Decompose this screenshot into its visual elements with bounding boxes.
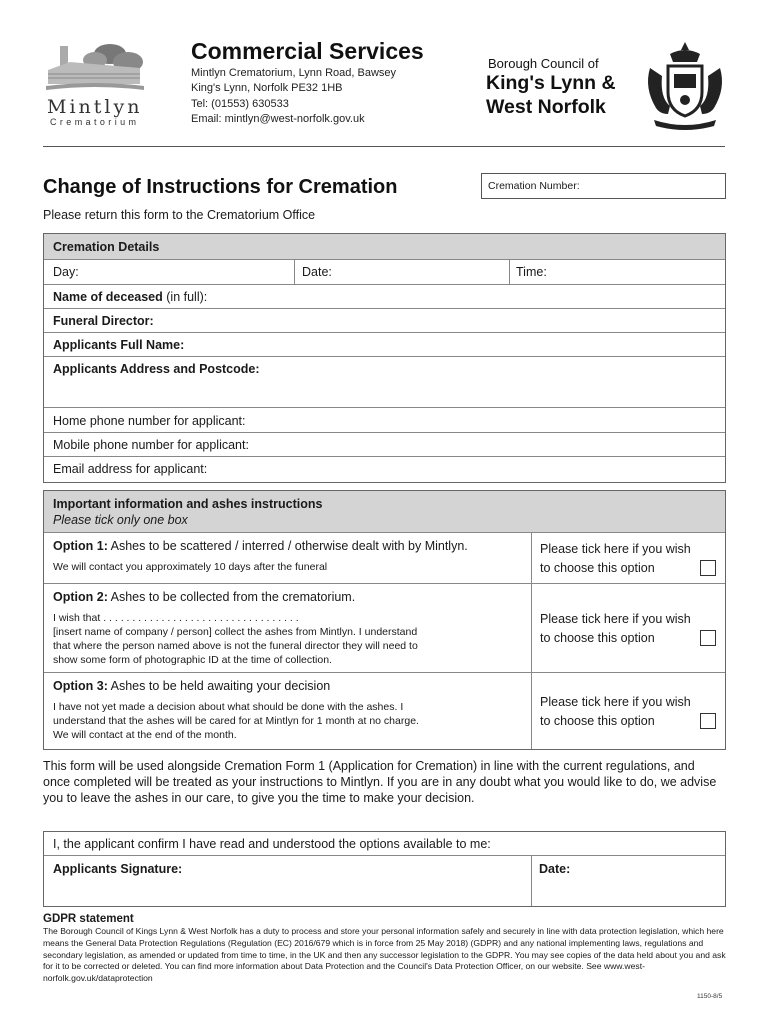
option-3-checkbox[interactable] (700, 713, 716, 729)
deceased-label-suffix: (in full): (162, 290, 208, 304)
signature-row (44, 856, 725, 906)
council-name-line-2: West Norfolk (486, 96, 606, 118)
deceased-label-group (53, 290, 207, 304)
applicant-name-label: Applicants Full Name: (53, 338, 185, 352)
date-field[interactable] (295, 260, 509, 284)
mobile-phone-field[interactable] (44, 433, 725, 457)
ashes-instructions-table (43, 490, 726, 750)
home-phone-label: Home phone number for applicant: (53, 414, 246, 428)
gdpr-body: The Borough Council of Kings Lynn & West Norfolk has a duty to process and store your personal information safely and securely in line with data protection legislation, which here means the General Data Protection Regulations (Regulation (EC) 2016/679 which is in force from 25 May 2018) (GDPR) and any national implementing laws, regulations and secondary legislation, as amended or updated from time to time, in the UK and then any successor legislation to the GDPR. You may see copies of the data held about you and ask for it to be corrected or deleted. You can find more information about Data Protection and the Council's Data Protection Officer, on our website. See www.west-norfolk.gov.uk/dataprotection (43, 926, 726, 984)
usage-paragraph: This form will be used alongside Cremation Form 1 (Application for Cremation) in line with the current regulations, and once completed will be treated as your instructions to Mintlyn. If you are in any doubt what you would like to do, we advise you to leave the ashes in our care, to give you the time to make your decision. (43, 759, 717, 805)
column-divider (531, 533, 532, 583)
option-3-title-group (53, 679, 330, 693)
details-heading: Cremation Details (53, 240, 160, 254)
day-label: Day: (53, 265, 79, 279)
council-prefix: Borough Council of (488, 56, 599, 71)
time-label: Time: (516, 265, 547, 279)
option-1-label: Option 1: (53, 539, 108, 553)
return-instruction: Please return this form to the Crematorium Office (43, 208, 316, 222)
cremation-details-table (43, 233, 726, 483)
option-1-tick-line-1: Please tick here if you wish (540, 542, 691, 556)
details-header-row (44, 234, 725, 260)
logo-word: Mintlyn (47, 96, 143, 118)
option-1-title-group (53, 539, 468, 553)
signature-date-label: Date: (539, 862, 571, 876)
telephone: Tel: (01553) 630533 (191, 98, 289, 110)
logo-subtitle: Crematorium (50, 117, 140, 127)
option-3-body-line-3: We will contact at the end of the month. (53, 729, 237, 741)
option-1-row (44, 533, 725, 584)
council-name-line-1: King's Lynn & (486, 72, 616, 94)
signature-field[interactable] (44, 856, 531, 906)
option-2-label: Option 2: (53, 590, 108, 604)
home-phone-field[interactable] (44, 408, 725, 433)
signature-date-field[interactable] (532, 856, 725, 906)
option-2-tick-line-1: Please tick here if you wish (540, 612, 691, 626)
option-2-body-line-1: I wish that . . . . . . . . . . . . . . . . . . . . . . . . . . . . . . . . . . (53, 612, 299, 624)
applicant-address-field[interactable] (44, 357, 725, 408)
applicant-name-field[interactable] (44, 333, 725, 357)
confirmation-statement-row (44, 832, 725, 856)
form-code: 1150-8/5 (697, 993, 723, 1000)
option-2-body-line-2: [insert name of company / person] collect the ashes from Mintlyn. I understand (53, 626, 418, 638)
council-crest-icon (640, 38, 730, 130)
date-label: Date: (302, 265, 332, 279)
confirmation-table (43, 831, 726, 907)
option-2-body-line-4: show some form of photographic ID at the time of collection. (53, 654, 332, 666)
cremation-number-label: Cremation Number: (488, 180, 580, 192)
option-3-title: Ashes to be held awaiting your decision (107, 679, 331, 693)
column-divider (531, 673, 532, 749)
ashes-header-row (44, 491, 725, 533)
option-3-row (44, 673, 725, 749)
column-divider (531, 584, 532, 672)
day-date-time-row (44, 260, 725, 285)
option-3-body-line-2: understand that the ashes will be cared for at Mintlyn for 1 month at no charge. (53, 715, 419, 727)
option-3-body-line-1: I have not yet made a decision about what should be done with the ashes. I (53, 701, 404, 713)
form-title: Change of Instructions for Cremation (43, 176, 398, 198)
deceased-name-field[interactable] (44, 285, 725, 309)
option-3-label: Option 3: (53, 679, 108, 693)
option-1-tick-line-2: to choose this option (540, 561, 655, 575)
option-2-tick-line-2: to choose this option (540, 631, 655, 645)
address-line-1: Mintlyn Crematorium, Lynn Road, Bawsey (191, 67, 397, 79)
option-1-title: Ashes to be scattered / interred / otherwise dealt with by Mintlyn. (107, 539, 468, 553)
confirmation-statement: I, the applicant confirm I have read and understood the options available to me: (53, 837, 491, 851)
option-2-title-group (53, 590, 355, 604)
cremation-number-field[interactable] (481, 173, 726, 199)
header-divider (43, 146, 725, 147)
day-field[interactable] (44, 260, 294, 284)
funeral-director-label: Funeral Director: (53, 314, 154, 328)
time-field[interactable] (510, 260, 725, 284)
funeral-director-field[interactable] (44, 309, 725, 333)
header-title: Commercial Services (191, 38, 424, 64)
option-2-row (44, 584, 725, 673)
option-1-checkbox[interactable] (700, 560, 716, 576)
applicant-address-label: Applicants Address and Postcode: (53, 362, 260, 376)
signature-label: Applicants Signature: (53, 862, 183, 876)
option-2-body-line-3: that where the person named above is not the funeral director they will need to (53, 640, 418, 652)
option-3-tick-line-1: Please tick here if you wish (540, 695, 691, 709)
ashes-heading: Important information and ashes instructions (53, 497, 323, 511)
option-2-title: Ashes to be collected from the crematorium. (107, 590, 356, 604)
gdpr-title: GDPR statement (43, 913, 134, 925)
mobile-phone-label: Mobile phone number for applicant: (53, 438, 249, 452)
address-line-2: King's Lynn, Norfolk PE32 1HB (191, 82, 343, 94)
ashes-subheading: Please tick only one box (53, 513, 188, 527)
email-field[interactable] (44, 457, 725, 482)
deceased-label: Name of deceased (53, 290, 163, 304)
option-1-body-line: We will contact you approximately 10 days after the funeral (53, 561, 328, 573)
email-label: Email address for applicant: (53, 462, 208, 476)
email-address: Email: mintlyn@west-norfolk.gov.uk (191, 113, 365, 125)
option-2-checkbox[interactable] (700, 630, 716, 646)
option-3-tick-line-2: to choose this option (540, 714, 655, 728)
